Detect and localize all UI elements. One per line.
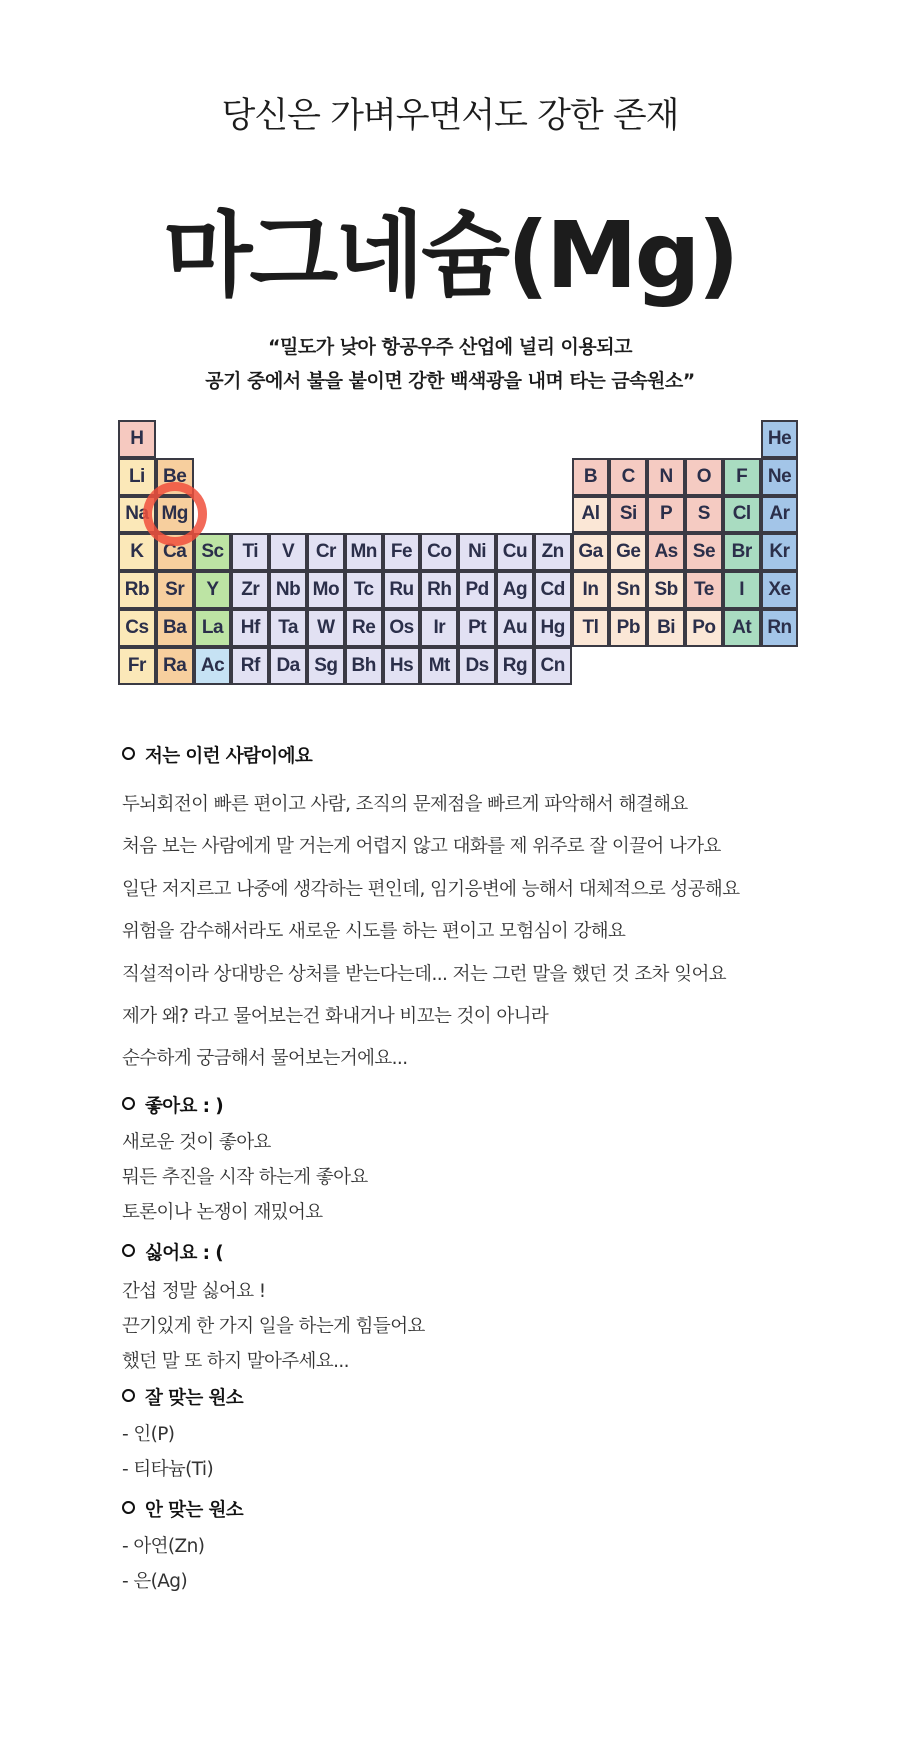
element-f: F (723, 458, 761, 496)
element-n: N (647, 458, 685, 496)
section-line: 처음 보는 사람에게 말 거는게 어렵지 않고 대화를 제 위주로 잘 이끌어 나가요 (122, 836, 721, 858)
section-line: 끈기있게 한 가지 일을 하는게 힘들어요 (122, 1316, 425, 1337)
element-cu: Cu (496, 533, 534, 571)
element-sb: Sb (647, 571, 685, 609)
element-pd: Pd (458, 571, 496, 609)
element-v: V (269, 533, 307, 571)
element-au: Au (496, 609, 534, 647)
element-ta: Ta (269, 609, 307, 647)
element-te: Te (685, 571, 723, 609)
element-ar: Ar (761, 496, 799, 534)
page-title: 마그네슘(Mg) (163, 202, 737, 309)
element-hg: Hg (534, 609, 572, 647)
circle-bullet-icon (122, 1389, 135, 1402)
element-fe: Fe (383, 533, 421, 571)
element-ba: Ba (156, 609, 194, 647)
element-na: Na (118, 496, 156, 534)
quote-line-2: 공기 중에서 불을 붙이면 강한 백색광을 내며 타는 금속원소” (205, 370, 695, 392)
element-he: He (761, 420, 799, 458)
element-xe: Xe (761, 571, 799, 609)
quote-line-1: “밀도가 낮아 항공우주 산업에 널리 이용되고 (268, 336, 632, 358)
element-br: Br (723, 533, 761, 571)
section-line: - 인(P) (122, 1424, 175, 1445)
element-rf: Rf (231, 647, 269, 685)
section-line: 뭐든 추진을 시작 하는게 좋아요 (122, 1167, 368, 1188)
element-da: Da (269, 647, 307, 685)
element-at: At (723, 609, 761, 647)
element-p: P (647, 496, 685, 534)
section-heading-text: 안 맞는 원소 (145, 1500, 244, 1521)
element-ca: Ca (156, 533, 194, 571)
element-s: S (685, 496, 723, 534)
element-se: Se (685, 533, 723, 571)
element-cl: Cl (723, 496, 761, 534)
element-re: Re (345, 609, 383, 647)
highlight-circle-mg (143, 482, 207, 546)
element-ds: Ds (458, 647, 496, 685)
element-ac: Ac (194, 647, 232, 685)
section-line: 토론이나 논쟁이 재밌어요 (122, 1202, 323, 1223)
element-co: Co (420, 533, 458, 571)
element-la: La (194, 609, 232, 647)
element-li: Li (118, 458, 156, 496)
element-mg: Mg (156, 496, 194, 534)
element-k: K (118, 533, 156, 571)
element-os: Os (383, 609, 421, 647)
section-line: - 아연(Zn) (122, 1536, 205, 1557)
section-line: 제가 왜? 라고 물어보는건 화내거나 비꼬는 것이 아니라 (122, 1006, 549, 1027)
element-ga: Ga (572, 533, 610, 571)
element-be: Be (156, 458, 194, 496)
element-ge: Ge (609, 533, 647, 571)
element-o: O (685, 458, 723, 496)
circle-bullet-icon (122, 747, 135, 760)
subtitle: 당신은 가벼우면서도 강한 존재 (221, 96, 679, 136)
section-heading-text: 저는 이런 사람이에요 (145, 746, 313, 767)
element-mt: Mt (420, 647, 458, 685)
element-in: In (572, 571, 610, 609)
element-c: C (609, 458, 647, 496)
element-si: Si (609, 496, 647, 534)
element-mo: Mo (307, 571, 345, 609)
element-tl: Tl (572, 609, 610, 647)
section-line: - 티타늄(Ti) (122, 1459, 214, 1480)
section-heading-text: 싫어요 : ( (145, 1243, 224, 1264)
element-y: Y (194, 571, 232, 609)
section-heading-bad-match (122, 1496, 243, 1522)
element-al: Al (572, 496, 610, 534)
element-rg: Rg (496, 647, 534, 685)
element-cr: Cr (307, 533, 345, 571)
element-ru: Ru (383, 571, 421, 609)
section-line: 새로운 것이 좋아요 (122, 1132, 271, 1153)
section-heading-likes (122, 1092, 223, 1118)
element-cd: Cd (534, 571, 572, 609)
element-tc: Tc (345, 571, 383, 609)
element-ne: Ne (761, 458, 799, 496)
element-ir: Ir (420, 609, 458, 647)
section-line: 했던 말 또 하지 말아주세요... (122, 1351, 349, 1372)
element-i: I (723, 571, 761, 609)
element-fr: Fr (118, 647, 156, 685)
element-pt: Pt (458, 609, 496, 647)
element-bh: Bh (345, 647, 383, 685)
section-heading-text: 좋아요 : ) (145, 1096, 224, 1117)
section-heading-text: 잘 맞는 원소 (145, 1388, 244, 1409)
element-sc: Sc (194, 533, 232, 571)
element-w: W (307, 609, 345, 647)
circle-bullet-icon (122, 1097, 135, 1110)
circle-bullet-icon (122, 1501, 135, 1514)
element-cn: Cn (534, 647, 572, 685)
element-pb: Pb (609, 609, 647, 647)
element-rh: Rh (420, 571, 458, 609)
circle-bullet-icon (122, 1244, 135, 1257)
section-line: 직설적이라 상대방은 상처를 받는다는데... 저는 그런 말을 했던 것 조차 잊어요 (122, 963, 727, 985)
section-line: - 은(Ag) (122, 1571, 188, 1592)
section-line: 간섭 정말 싫어요 ! (122, 1281, 266, 1302)
element-kr: Kr (761, 533, 799, 571)
element-sr: Sr (156, 571, 194, 609)
element-as: As (647, 533, 685, 571)
section-line: 일단 저지르고 나중에 생각하는 편인데, 임기응변에 능해서 대체적으로 성공해요 (122, 878, 740, 900)
element-nb: Nb (269, 571, 307, 609)
element-h: H (118, 420, 156, 458)
element-rn: Rn (761, 609, 799, 647)
section-line: 위험을 감수해서라도 새로운 시도를 하는 편이고 모험심이 강해요 (122, 921, 626, 943)
element-hf: Hf (231, 609, 269, 647)
element-sg: Sg (307, 647, 345, 685)
element-rb: Rb (118, 571, 156, 609)
section-line: 두뇌회전이 빠른 편이고 사람, 조직의 문제점을 빠르게 파악해서 해결해요 (122, 794, 688, 815)
section-heading-dislikes (122, 1239, 223, 1265)
periodic-table (118, 420, 799, 685)
element-ra: Ra (156, 647, 194, 685)
section-heading-about (122, 742, 312, 768)
element-mn: Mn (345, 533, 383, 571)
element-po: Po (685, 609, 723, 647)
element-ag: Ag (496, 571, 534, 609)
element-hs: Hs (383, 647, 421, 685)
element-cs: Cs (118, 609, 156, 647)
element-zn: Zn (534, 533, 572, 571)
element-ni: Ni (458, 533, 496, 571)
element-b: B (572, 458, 610, 496)
section-heading-good-match (122, 1384, 243, 1410)
element-sn: Sn (609, 571, 647, 609)
element-zr: Zr (231, 571, 269, 609)
element-ti: Ti (231, 533, 269, 571)
element-bi: Bi (647, 609, 685, 647)
section-line: 순수하게 궁금해서 물어보는거에요... (122, 1048, 408, 1070)
